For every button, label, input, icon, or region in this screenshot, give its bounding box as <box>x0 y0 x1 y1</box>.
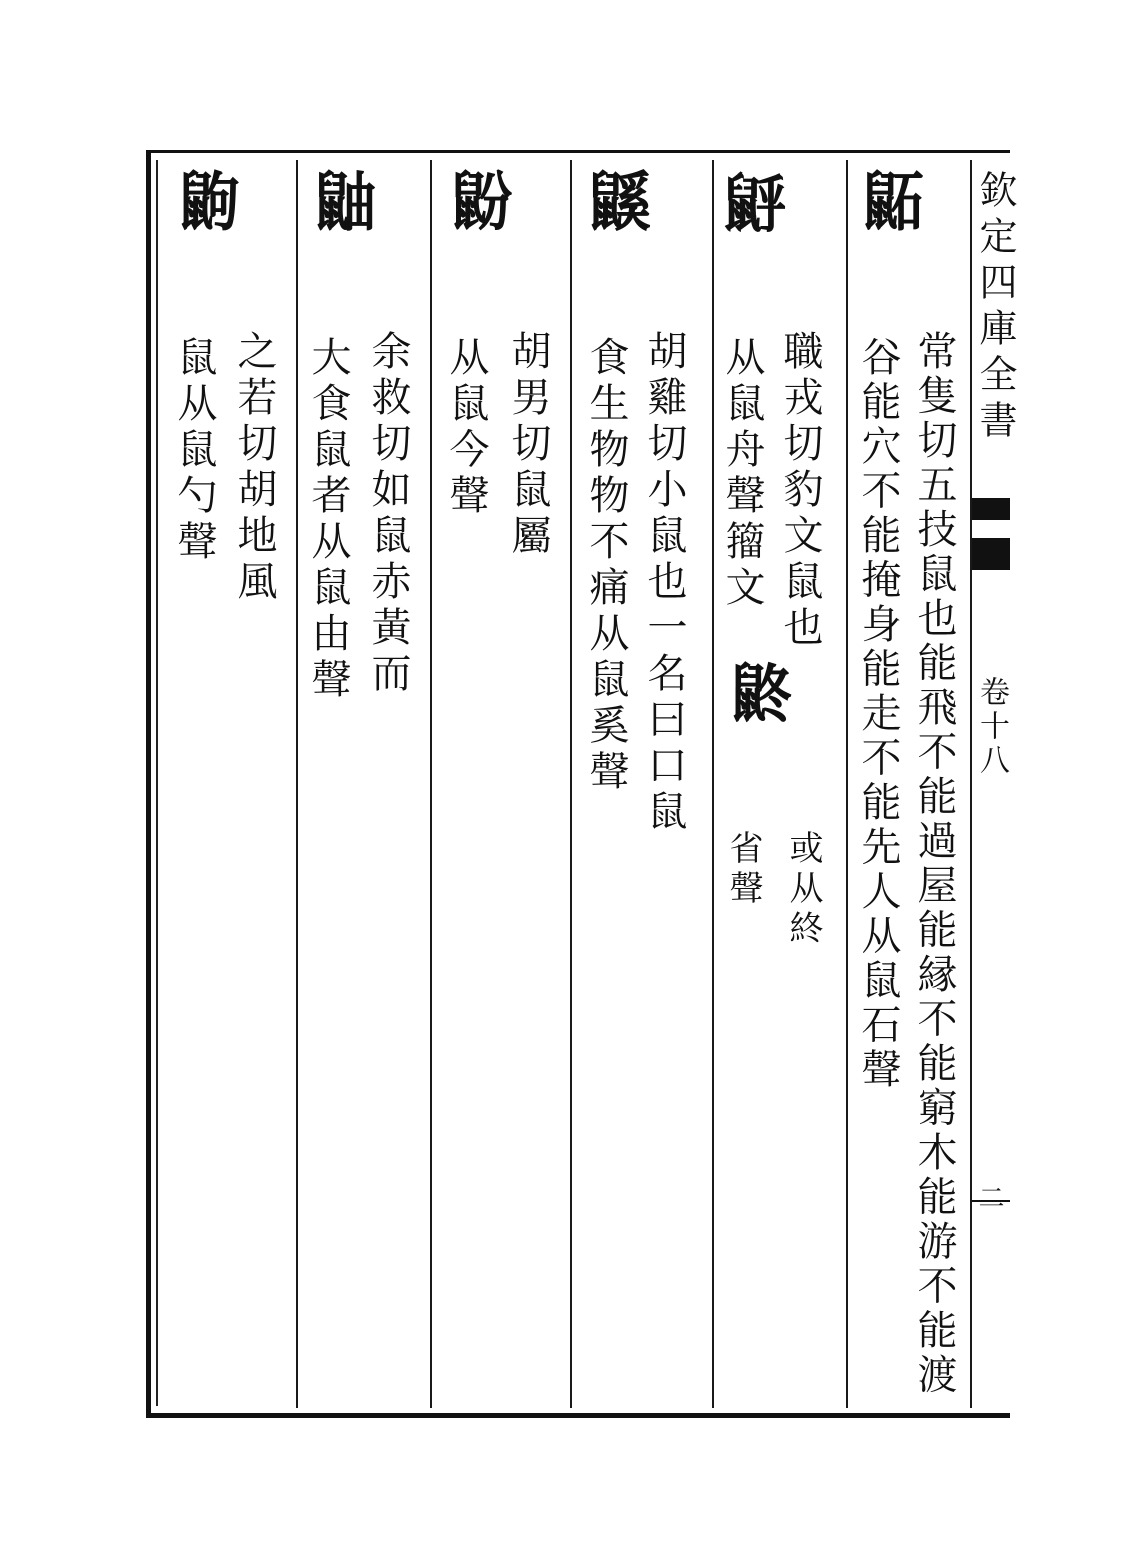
column-rule <box>296 160 298 1408</box>
column-rule <box>970 160 972 1408</box>
definition-text-part1: 常隻切五技鼠也能飛不能過屋能縁不能窮木能游不能渡 <box>911 330 957 1398</box>
entry-definition-continued: 从鼠舟聲籀文 <box>719 336 765 612</box>
seal-character: 鼬 <box>304 168 377 250</box>
column-rule <box>846 160 848 1408</box>
entry-definition: 之若切胡地風 <box>231 330 277 606</box>
column-rule <box>430 160 432 1408</box>
seal-character: 鼩 <box>168 168 241 250</box>
variant-note-continued: 省聲 <box>723 830 763 910</box>
entry-definition: 職戎切豹文鼠也 <box>777 330 823 652</box>
entry-definition: 胡雞切小鼠也一名曰口鼠 <box>641 330 687 836</box>
entry-definition-continued: 食生物物不痛从鼠奚聲 <box>583 336 629 796</box>
column-rule <box>712 160 714 1408</box>
entry-definition-continued: 鼠从鼠勺聲 <box>171 336 217 566</box>
inner-border-line <box>156 160 158 1406</box>
seal-character: 鼫 <box>852 168 925 250</box>
seal-character: 鼢 <box>440 168 513 250</box>
volume-label: 卷十八 <box>974 676 1009 778</box>
fishtail-gap <box>972 520 1010 538</box>
entry-definition: 余救切如鼠赤黃而 <box>365 330 411 698</box>
variant-seal-character: 鼨 <box>720 660 793 742</box>
seal-character: 鼷 <box>578 168 651 250</box>
definition-text-part2: 谷能穴不能掩身能走不能先人从鼠石聲 <box>855 336 901 1093</box>
variant-note: 或从終 <box>783 830 823 950</box>
entry-definition-continued: 大食鼠者从鼠由聲 <box>305 336 351 704</box>
seal-character: 𪕉 <box>716 168 789 250</box>
page-number: 二 <box>974 1184 1004 1218</box>
entry-definition: 胡男切鼠屬 <box>505 330 551 560</box>
column-rule <box>570 160 572 1408</box>
entry-definition-continued: 从鼠今聲 <box>443 336 489 520</box>
entry-definition <box>911 330 957 1398</box>
entry-definition-continued <box>855 336 901 1093</box>
book-title: 欽定四庫全書 <box>973 170 1017 446</box>
